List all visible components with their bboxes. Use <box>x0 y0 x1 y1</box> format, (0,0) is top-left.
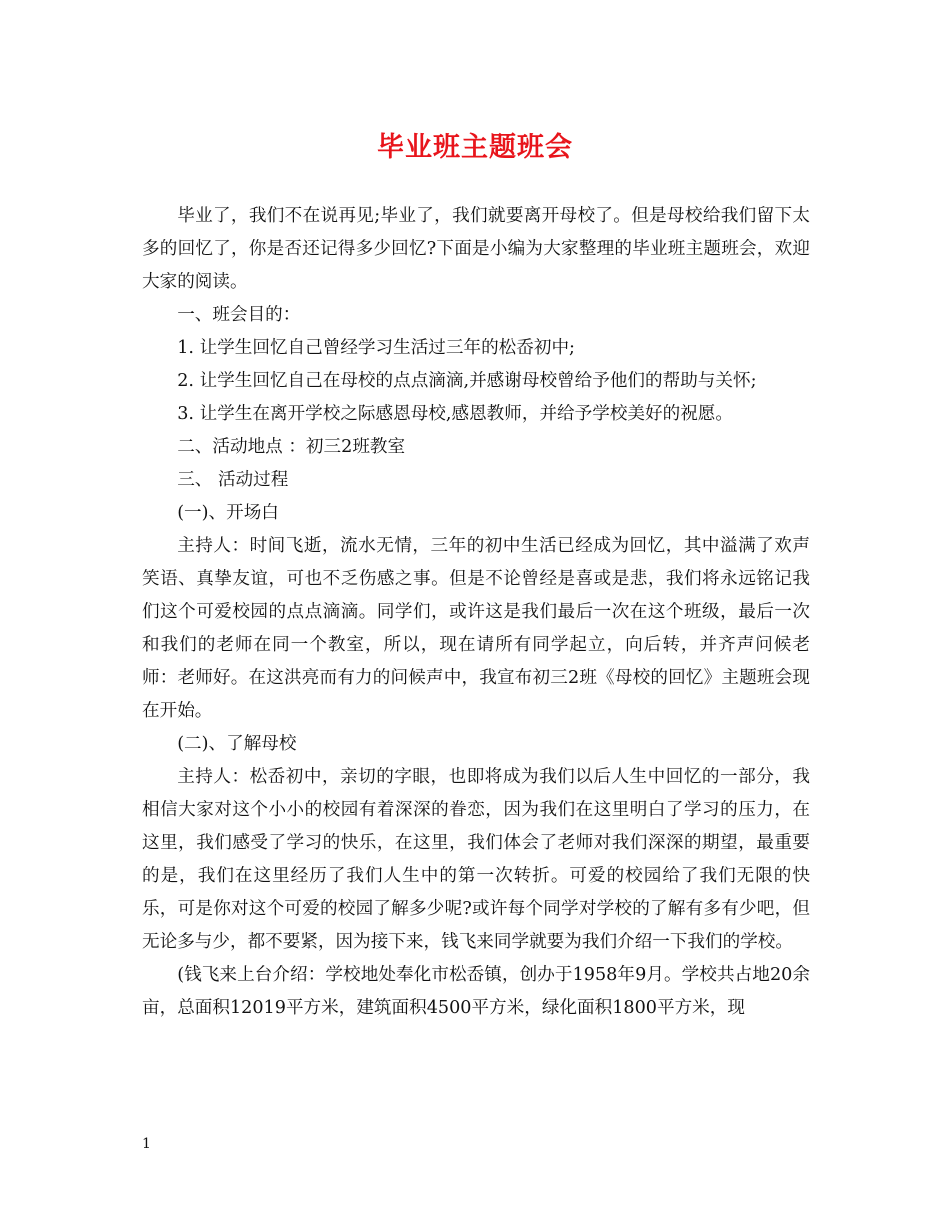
page-title: 毕业班主题班会 <box>377 132 573 163</box>
paragraph-heading-school: (二)、了解母校 <box>177 734 297 754</box>
paragraph-purpose-1: 1. 让学生回忆自己曾经学习生活过三年的松岙初中; <box>177 338 575 358</box>
paragraph-location: 二、活动地点 ：初三2班教室 <box>177 437 406 457</box>
paragraph-school-speech: 主持人：松岙初中，亲切的字眼，也即将成为我们以后人生中回忆的一部分，我相信大家对这个小小的校园有着深深的眷恋，因为我们在这里明白了学习的压力，在这里，我们感受了学习的快乐，在这里，我们体会了老师对我们深深的期望，最重要的是，我们在这里经历了我们人生中的第一次转折。可爱的校园给了我们无限的快乐，可是你对这个可爱的校园了解多少呢?或许每个同学对学校的了解有多有少吧，但无论多与少，都不要紧，因为接下来，钱飞来同学就要为我们介绍一下我们的学校。 <box>142 767 810 952</box>
page-number: 1 <box>142 1136 151 1152</box>
paragraph-opening-speech: 主持人：时间飞逝，流水无情，三年的初中生活已经成为回忆，其中溢满了欢声笑语、真挚友谊，可也不乏伤感之事。但是不论曾经是喜或是悲，我们将永远铭记我们这个可爱校园的点点滴滴。同学们，或许这是我们最后一次在这个班级，最后一次和我们的老师在同一个教室，所以，现在请所有同学起立，向后转，并齐声问候老师：老师好。在这洪亮而有力的问候声中，我宣布初三2班《母校的回忆》主题班会现在开始。 <box>142 536 810 721</box>
paragraph-school-intro: (钱飞来上台介绍：学校地处奉化市松岙镇，创办于1958年9月。学校共占地20余亩，总面积12019平方米，建筑面积4500平方米，绿化面积1800平方米，现 <box>142 965 810 1018</box>
paragraph-purpose-3: 3. 让学生在离开学校之际感恩母校,感恩教师，并给予学校美好的祝愿。 <box>177 404 733 424</box>
paragraph-heading-process: 三、 活动过程 <box>177 470 289 490</box>
paragraph-purpose-2: 2. 让学生回忆自己在母校的点点滴滴,并感谢母校曾给予他们的帮助与关怀; <box>177 371 757 391</box>
document-body <box>142 200 810 1025</box>
paragraph-intro: 毕业了，我们不在说再见;毕业了，我们就要离开母校了。但是母校给我们留下太多的回忆了，你是否还记得多少回忆?下面是小编为大家整理的毕业班主题班会，欢迎大家的阅读。 <box>142 206 810 292</box>
paragraph-heading-opening: (一)、开场白 <box>177 503 279 523</box>
paragraph-heading-purpose: 一、班会目的： <box>177 305 301 325</box>
